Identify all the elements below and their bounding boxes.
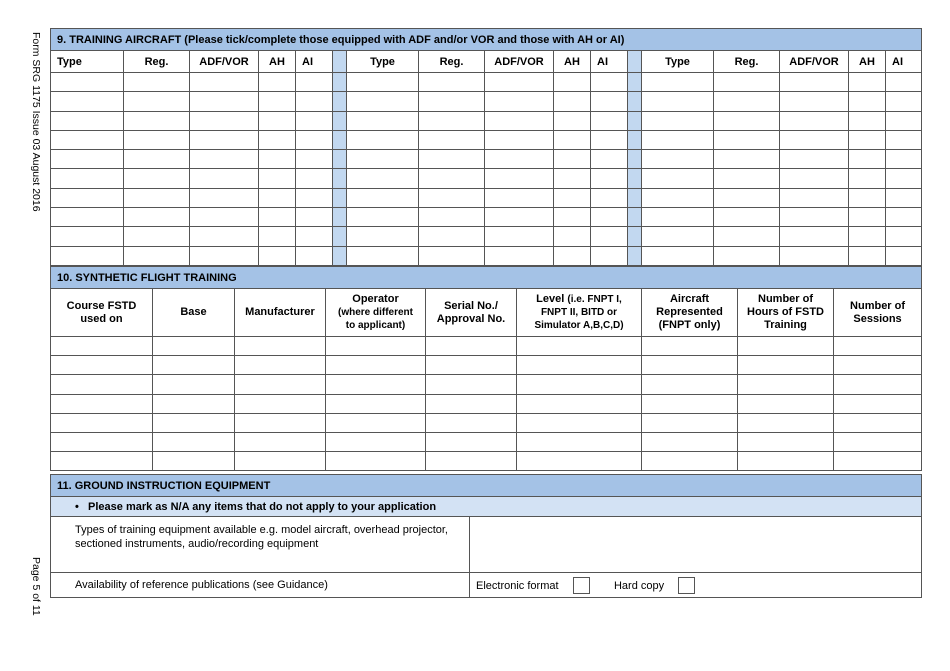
aircraft-cell[interactable] [347, 169, 419, 188]
col-aircraft-represented: Aircraft Represented (FNPT only) [642, 289, 738, 337]
aircraft-cell[interactable] [190, 92, 259, 111]
fstd-cell[interactable] [738, 432, 834, 451]
aircraft-cell[interactable] [886, 227, 922, 246]
fstd-row [51, 432, 922, 451]
fstd-cell[interactable] [642, 394, 738, 413]
synthetic-flight-training-table [50, 266, 922, 471]
aircraft-cell[interactable] [886, 130, 922, 149]
aircraft-cell[interactable] [190, 208, 259, 227]
aircraft-cell[interactable] [190, 227, 259, 246]
fstd-cell[interactable] [326, 413, 426, 432]
aircraft-cell[interactable] [849, 169, 886, 188]
aircraft-cell[interactable] [642, 111, 714, 130]
aircraft-cell[interactable] [485, 73, 554, 92]
fstd-cell[interactable] [326, 337, 426, 356]
fstd-cell[interactable] [51, 452, 153, 471]
aircraft-cell[interactable] [886, 73, 922, 92]
fstd-cell[interactable] [642, 452, 738, 471]
fstd-cell[interactable] [738, 452, 834, 471]
fstd-cell[interactable] [738, 356, 834, 375]
col-reg: Reg. [714, 51, 780, 73]
fstd-cell[interactable] [642, 413, 738, 432]
aircraft-cell[interactable] [51, 208, 124, 227]
aircraft-cell[interactable] [296, 188, 333, 207]
col-reg: Reg. [124, 51, 190, 73]
fstd-cell[interactable] [738, 394, 834, 413]
aircraft-cell[interactable] [554, 169, 591, 188]
col-reg: Reg. [419, 51, 485, 73]
fstd-cell[interactable] [326, 452, 426, 471]
fstd-cell[interactable] [51, 432, 153, 451]
hard-copy-checkbox[interactable] [678, 577, 695, 594]
column-separator [333, 169, 347, 188]
aircraft-cell[interactable] [591, 130, 628, 149]
fstd-cell[interactable] [235, 413, 326, 432]
aircraft-cell[interactable] [51, 169, 124, 188]
column-separator [333, 227, 347, 246]
column-separator [333, 188, 347, 207]
section-10-title: 10. SYNTHETIC FLIGHT TRAINING [51, 267, 922, 289]
aircraft-cell[interactable] [347, 92, 419, 111]
aircraft-cell[interactable] [419, 169, 485, 188]
equipment-types-label: Types of training equipment available e.g. model aircraft, overhead projector, sectioned instruments, audio/recording equipment [51, 517, 470, 573]
fstd-cell[interactable] [517, 452, 642, 471]
aircraft-cell[interactable] [780, 246, 849, 265]
aircraft-row [51, 150, 922, 169]
column-separator [628, 188, 642, 207]
aircraft-cell[interactable] [554, 73, 591, 92]
column-separator [333, 208, 347, 227]
aircraft-cell[interactable] [714, 130, 780, 149]
aircraft-cell[interactable] [642, 208, 714, 227]
aircraft-cell[interactable] [347, 111, 419, 130]
fstd-cell[interactable] [235, 394, 326, 413]
aircraft-cell[interactable] [124, 227, 190, 246]
reference-format-options [470, 573, 922, 598]
aircraft-cell[interactable] [554, 150, 591, 169]
aircraft-cell[interactable] [554, 130, 591, 149]
aircraft-cell[interactable] [642, 92, 714, 111]
fstd-row [51, 356, 922, 375]
aircraft-cell[interactable] [419, 246, 485, 265]
fstd-cell[interactable] [517, 375, 642, 394]
aircraft-cell[interactable] [591, 92, 628, 111]
aircraft-cell[interactable] [485, 188, 554, 207]
col-level: Level (i.e. FNPT I, FNPT II, BITD or Simulator A,B,C,D) [517, 289, 642, 337]
aircraft-cell[interactable] [51, 111, 124, 130]
aircraft-cell[interactable] [51, 246, 124, 265]
aircraft-cell[interactable] [51, 73, 124, 92]
aircraft-cell[interactable] [780, 92, 849, 111]
aircraft-cell[interactable] [190, 130, 259, 149]
column-separator [333, 51, 347, 73]
col-operator: Operator (where different to applicant) [326, 289, 426, 337]
aircraft-cell[interactable] [124, 188, 190, 207]
aircraft-cell[interactable] [591, 150, 628, 169]
fstd-cell[interactable] [642, 356, 738, 375]
aircraft-cell[interactable] [714, 188, 780, 207]
aircraft-cell[interactable] [347, 208, 419, 227]
fstd-cell[interactable] [517, 413, 642, 432]
column-separator [628, 227, 642, 246]
aircraft-cell[interactable] [296, 111, 333, 130]
aircraft-cell[interactable] [591, 246, 628, 265]
aircraft-cell[interactable] [886, 169, 922, 188]
aircraft-cell[interactable] [485, 246, 554, 265]
fstd-cell[interactable] [426, 394, 517, 413]
fstd-cell[interactable] [738, 337, 834, 356]
aircraft-cell[interactable] [190, 111, 259, 130]
fstd-cell[interactable] [51, 337, 153, 356]
fstd-cell[interactable] [426, 375, 517, 394]
aircraft-cell[interactable] [124, 169, 190, 188]
aircraft-cell[interactable] [51, 188, 124, 207]
column-separator [628, 150, 642, 169]
fstd-cell[interactable] [517, 356, 642, 375]
column-separator [628, 130, 642, 149]
hard-copy-label: Hard copy [613, 579, 665, 592]
fstd-cell[interactable] [153, 394, 235, 413]
fstd-row [51, 375, 922, 394]
fstd-cell[interactable] [51, 356, 153, 375]
aircraft-cell[interactable] [780, 188, 849, 207]
aircraft-cell[interactable] [259, 130, 296, 149]
fstd-cell[interactable] [326, 394, 426, 413]
col-ah: AH [849, 51, 886, 73]
fstd-cell[interactable] [51, 375, 153, 394]
col-adf-vor: ADF/VOR [485, 51, 554, 73]
column-separator [628, 111, 642, 130]
aircraft-cell[interactable] [190, 150, 259, 169]
fstd-cell[interactable] [235, 452, 326, 471]
aircraft-cell[interactable] [642, 169, 714, 188]
col-ai: AI [886, 51, 922, 73]
column-separator [628, 169, 642, 188]
aircraft-cell[interactable] [124, 73, 190, 92]
fstd-cell[interactable] [235, 356, 326, 375]
aircraft-cell[interactable] [485, 150, 554, 169]
fstd-cell[interactable] [153, 356, 235, 375]
aircraft-cell[interactable] [190, 169, 259, 188]
aircraft-cell[interactable] [714, 92, 780, 111]
aircraft-cell[interactable] [849, 227, 886, 246]
aircraft-cell[interactable] [554, 111, 591, 130]
column-separator [628, 208, 642, 227]
aircraft-cell[interactable] [591, 111, 628, 130]
aircraft-cell[interactable] [124, 111, 190, 130]
column-separator [628, 73, 642, 92]
col-type: Type [642, 51, 714, 73]
col-type: Type [347, 51, 419, 73]
fstd-cell[interactable] [834, 452, 922, 471]
training-aircraft-table [50, 28, 922, 266]
fstd-cell[interactable] [517, 432, 642, 451]
col-adf-vor: ADF/VOR [190, 51, 259, 73]
aircraft-cell[interactable] [419, 150, 485, 169]
aircraft-cell[interactable] [296, 227, 333, 246]
aircraft-cell[interactable] [554, 92, 591, 111]
aircraft-cell[interactable] [419, 208, 485, 227]
fstd-cell[interactable] [834, 394, 922, 413]
fstd-cell[interactable] [153, 432, 235, 451]
aircraft-cell[interactable] [259, 188, 296, 207]
aircraft-cell[interactable] [714, 73, 780, 92]
aircraft-cell[interactable] [347, 246, 419, 265]
aircraft-cell[interactable] [419, 111, 485, 130]
aircraft-cell[interactable] [419, 73, 485, 92]
aircraft-cell[interactable] [554, 188, 591, 207]
aircraft-cell[interactable] [714, 169, 780, 188]
ground-instruction-equipment-table [50, 474, 922, 598]
aircraft-cell[interactable] [714, 227, 780, 246]
fstd-cell[interactable] [326, 375, 426, 394]
equipment-types-field[interactable] [470, 517, 922, 573]
fstd-cell[interactable] [153, 337, 235, 356]
column-separator [333, 246, 347, 265]
col-hours-fstd: Number of Hours of FSTD Training [738, 289, 834, 337]
col-ai: AI [296, 51, 333, 73]
fstd-cell[interactable] [235, 375, 326, 394]
aircraft-cell[interactable] [591, 188, 628, 207]
aircraft-cell[interactable] [886, 111, 922, 130]
aircraft-cell[interactable] [124, 130, 190, 149]
fstd-cell[interactable] [738, 413, 834, 432]
fstd-cell[interactable] [517, 394, 642, 413]
aircraft-cell[interactable] [259, 73, 296, 92]
column-separator [628, 51, 642, 73]
fstd-cell[interactable] [426, 432, 517, 451]
aircraft-cell[interactable] [849, 111, 886, 130]
aircraft-row [51, 130, 922, 149]
aircraft-cell[interactable] [780, 208, 849, 227]
aircraft-cell[interactable] [51, 150, 124, 169]
column-separator [333, 150, 347, 169]
aircraft-cell[interactable] [485, 169, 554, 188]
fstd-cell[interactable] [326, 356, 426, 375]
fstd-cell[interactable] [738, 375, 834, 394]
aircraft-cell[interactable] [485, 227, 554, 246]
aircraft-cell[interactable] [886, 188, 922, 207]
aircraft-cell[interactable] [190, 188, 259, 207]
fstd-cell[interactable] [834, 432, 922, 451]
section-11-title: 11. GROUND INSTRUCTION EQUIPMENT [51, 475, 922, 497]
aircraft-cell[interactable] [849, 150, 886, 169]
fstd-cell[interactable] [235, 432, 326, 451]
col-adf-vor: ADF/VOR [780, 51, 849, 73]
fstd-cell[interactable] [426, 452, 517, 471]
fstd-cell[interactable] [426, 337, 517, 356]
aircraft-cell[interactable] [642, 73, 714, 92]
fstd-cell[interactable] [517, 337, 642, 356]
aircraft-cell[interactable] [714, 246, 780, 265]
column-separator [333, 130, 347, 149]
aircraft-cell[interactable] [259, 208, 296, 227]
aircraft-cell[interactable] [714, 208, 780, 227]
aircraft-cell[interactable] [296, 92, 333, 111]
aircraft-cell[interactable] [124, 150, 190, 169]
fstd-cell[interactable] [834, 413, 922, 432]
fstd-cell[interactable] [834, 337, 922, 356]
fstd-cell[interactable] [642, 337, 738, 356]
col-sessions: Number of Sessions [834, 289, 922, 337]
fstd-cell[interactable] [153, 413, 235, 432]
aircraft-cell[interactable] [296, 208, 333, 227]
aircraft-cell[interactable] [190, 246, 259, 265]
fstd-cell[interactable] [642, 432, 738, 451]
fstd-cell[interactable] [51, 394, 153, 413]
aircraft-cell[interactable] [124, 92, 190, 111]
fstd-cell[interactable] [235, 337, 326, 356]
aircraft-row [51, 73, 922, 92]
aircraft-cell[interactable] [642, 227, 714, 246]
aircraft-cell[interactable] [714, 150, 780, 169]
aircraft-cell[interactable] [886, 92, 922, 111]
electronic-format-checkbox[interactable] [573, 577, 590, 594]
aircraft-cell[interactable] [485, 111, 554, 130]
fstd-cell[interactable] [426, 413, 517, 432]
aircraft-cell[interactable] [642, 130, 714, 149]
aircraft-cell[interactable] [642, 246, 714, 265]
aircraft-row [51, 246, 922, 265]
aircraft-cell[interactable] [591, 227, 628, 246]
aircraft-cell[interactable] [419, 92, 485, 111]
aircraft-cell[interactable] [714, 111, 780, 130]
aircraft-cell[interactable] [259, 150, 296, 169]
column-separator [628, 92, 642, 111]
aircraft-cell[interactable] [347, 130, 419, 149]
aircraft-cell[interactable] [259, 111, 296, 130]
aircraft-cell[interactable] [642, 188, 714, 207]
col-ah: AH [259, 51, 296, 73]
aircraft-cell[interactable] [554, 208, 591, 227]
aircraft-cell[interactable] [554, 227, 591, 246]
aircraft-cell[interactable] [51, 92, 124, 111]
aircraft-cell[interactable] [849, 188, 886, 207]
section-9-title: 9. TRAINING AIRCRAFT (Please tick/complete those equipped with ADF and/or VOR and those with AH or AI) [51, 29, 922, 51]
aircraft-cell[interactable] [124, 246, 190, 265]
aircraft-cell[interactable] [296, 150, 333, 169]
na-note: • Please mark as N/A any items that do not apply to your application [51, 497, 922, 517]
aircraft-cell[interactable] [419, 130, 485, 149]
aircraft-cell[interactable] [296, 73, 333, 92]
fstd-cell[interactable] [51, 413, 153, 432]
aircraft-cell[interactable] [780, 150, 849, 169]
fstd-row [51, 413, 922, 432]
col-ah: AH [554, 51, 591, 73]
aircraft-cell[interactable] [591, 73, 628, 92]
aircraft-cell[interactable] [485, 130, 554, 149]
aircraft-cell[interactable] [259, 92, 296, 111]
fstd-cell[interactable] [153, 452, 235, 471]
fstd-row [51, 394, 922, 413]
aircraft-cell[interactable] [849, 246, 886, 265]
aircraft-row [51, 188, 922, 207]
fstd-cell[interactable] [326, 432, 426, 451]
aircraft-cell[interactable] [886, 208, 922, 227]
aircraft-cell[interactable] [296, 130, 333, 149]
aircraft-cell[interactable] [296, 246, 333, 265]
aircraft-cell[interactable] [259, 227, 296, 246]
aircraft-cell[interactable] [849, 73, 886, 92]
electronic-format-label: Electronic format [476, 579, 559, 592]
aircraft-cell[interactable] [780, 130, 849, 149]
aircraft-cell[interactable] [419, 188, 485, 207]
aircraft-cell[interactable] [849, 208, 886, 227]
aircraft-row [51, 227, 922, 246]
aircraft-cell[interactable] [296, 169, 333, 188]
aircraft-cell[interactable] [780, 169, 849, 188]
column-separator [333, 73, 347, 92]
col-serial-approval: Serial No./ Approval No. [426, 289, 517, 337]
fstd-cell[interactable] [426, 356, 517, 375]
aircraft-cell[interactable] [51, 227, 124, 246]
col-ai: AI [591, 51, 628, 73]
aircraft-cell[interactable] [849, 130, 886, 149]
aircraft-cell[interactable] [485, 208, 554, 227]
col-course-fstd: Course FSTD used on [51, 289, 153, 337]
reference-publications-label: Availability of reference publications (see Guidance) [51, 573, 470, 598]
aircraft-row [51, 208, 922, 227]
fstd-cell[interactable] [153, 375, 235, 394]
aircraft-cell[interactable] [591, 169, 628, 188]
aircraft-cell[interactable] [347, 73, 419, 92]
aircraft-cell[interactable] [347, 188, 419, 207]
aircraft-row [51, 111, 922, 130]
aircraft-cell[interactable] [780, 111, 849, 130]
aircraft-row [51, 92, 922, 111]
column-separator [333, 111, 347, 130]
aircraft-cell[interactable] [554, 246, 591, 265]
aircraft-cell[interactable] [642, 150, 714, 169]
col-manufacturer: Manufacturer [235, 289, 326, 337]
aircraft-cell[interactable] [124, 208, 190, 227]
aircraft-cell[interactable] [190, 73, 259, 92]
aircraft-cell[interactable] [886, 246, 922, 265]
page-number: Page 5 of 11 [30, 557, 42, 616]
aircraft-cell[interactable] [849, 92, 886, 111]
fstd-cell[interactable] [834, 375, 922, 394]
col-type: Type [51, 51, 124, 73]
fstd-cell[interactable] [642, 375, 738, 394]
aircraft-row [51, 169, 922, 188]
form-identifier: Form SRG 1175 Issue 03 August 2016 [30, 32, 42, 212]
aircraft-cell[interactable] [780, 73, 849, 92]
aircraft-cell[interactable] [347, 150, 419, 169]
column-separator [628, 246, 642, 265]
fstd-row [51, 337, 922, 356]
aircraft-cell[interactable] [886, 150, 922, 169]
aircraft-cell[interactable] [419, 227, 485, 246]
aircraft-cell[interactable] [259, 246, 296, 265]
column-separator [333, 92, 347, 111]
aircraft-cell[interactable] [780, 227, 849, 246]
aircraft-cell[interactable] [51, 130, 124, 149]
aircraft-cell[interactable] [347, 227, 419, 246]
aircraft-cell[interactable] [485, 92, 554, 111]
aircraft-cell[interactable] [591, 208, 628, 227]
fstd-row [51, 452, 922, 471]
aircraft-cell[interactable] [259, 169, 296, 188]
fstd-cell[interactable] [834, 356, 922, 375]
col-base: Base [153, 289, 235, 337]
